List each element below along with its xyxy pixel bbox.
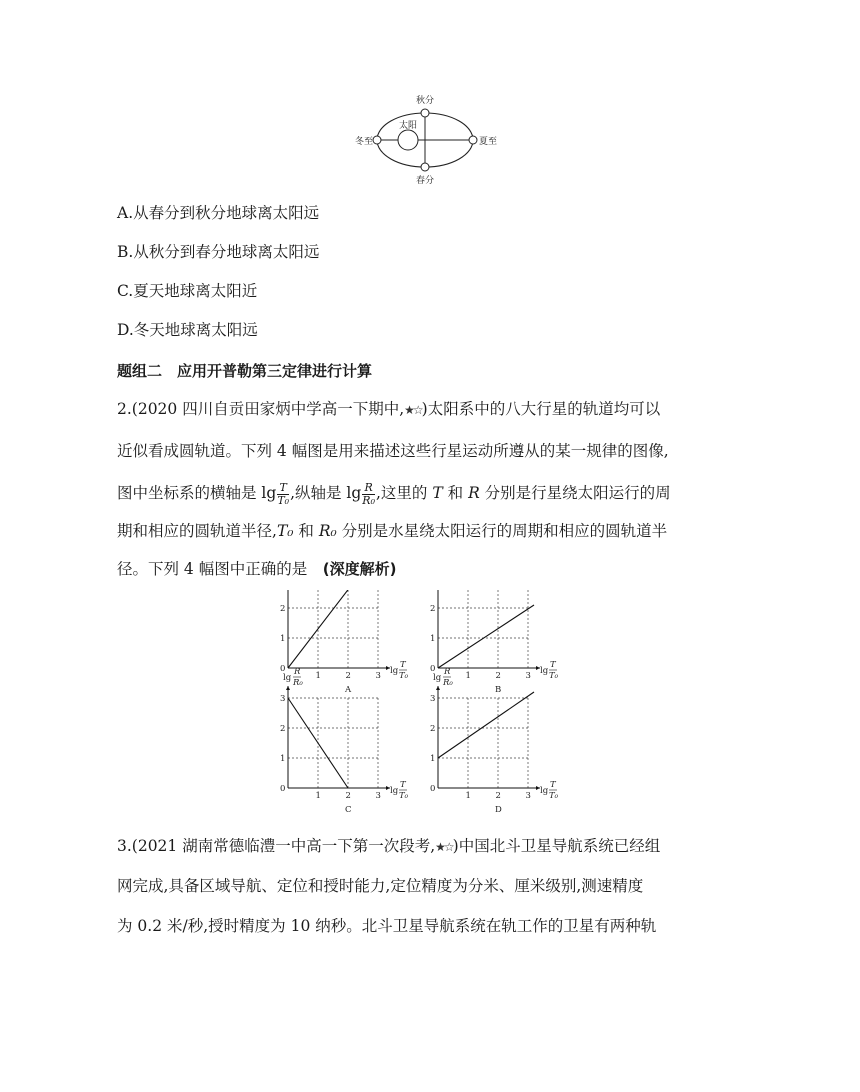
x-tick-label: 1 <box>465 671 471 681</box>
y-tick-label: 1 <box>280 754 286 764</box>
q3-line-1 <box>117 836 660 857</box>
earth-bottom <box>421 163 429 171</box>
origin-label: 0 <box>430 664 436 674</box>
q2-line-2: 近似看成圆轨道。下列 4 幅图是用来描述这些行星运动所遵从的某一规律的图像, <box>117 442 669 460</box>
x-tick-label: 1 <box>315 671 321 681</box>
earth-top <box>421 109 429 117</box>
q2-text-3c: ,这里的 <box>376 484 433 502</box>
q2-text-3e: 分别是行星绕太阳运行的周 <box>479 484 671 502</box>
x-tick-label: 3 <box>525 671 531 681</box>
origin-label: 0 <box>430 784 436 794</box>
var-t: T <box>432 484 443 502</box>
x-axis-label: lg <box>540 666 549 676</box>
q2-line-1 <box>117 399 660 420</box>
chart-name-b: B <box>495 685 502 695</box>
label-sun: 太阳 <box>399 121 418 131</box>
origin-label: 0 <box>280 784 286 794</box>
q3-text-1: )中国北斗卫星导航系统已经组 <box>452 837 661 855</box>
q3-line-3: 为 0.2 米/秒,授时精度为 10 纳秒。北斗卫星导航系统在轨工作的卫星有两种轨 <box>117 917 657 935</box>
q2-source: 2.(2020 四川自贡田家炳中学高一下期中, <box>117 400 405 418</box>
y-tick-label: 2 <box>430 604 436 614</box>
y-frac-den: R₀ <box>443 678 453 688</box>
option-a: A.从春分到秋分地球离太阳远 <box>117 204 320 222</box>
series-line-a <box>288 590 357 668</box>
orbit-diagram <box>355 92 505 187</box>
x-axis-label: lg <box>540 786 549 796</box>
x-frac-num: T <box>550 780 556 790</box>
y-axis-label: lg <box>283 673 292 683</box>
y-tick-label: 1 <box>280 634 286 644</box>
x-frac-den: T₀ <box>399 671 409 681</box>
graphs-panel <box>280 590 590 820</box>
x-tick-label: 3 <box>525 791 531 801</box>
q2-text-4a: 期和相应的圆轨道半径, <box>117 522 277 540</box>
y-frac-num: R <box>444 667 451 677</box>
q2-text-3a: 图中坐标系的横轴是 lg <box>117 484 277 502</box>
x-frac-num: T <box>400 660 406 670</box>
q2-text-3b: ,纵轴是 lg <box>290 484 362 502</box>
chart-name-a: A <box>345 685 352 695</box>
y-axis-arrow <box>436 686 440 690</box>
label-winter: 冬至 <box>355 137 374 147</box>
label-summer: 夏至 <box>479 137 498 147</box>
option-b: B.从秋分到春分地球离太阳远 <box>117 243 320 261</box>
fraction-t-over-t0: $\frac{T}{\text{T₀}}$ <box>277 480 290 507</box>
q2-text-4b: 和 <box>293 522 319 540</box>
q3-source: 3.(2021 湖南常德临澧一中高一下第一次段考, <box>117 837 436 855</box>
option-c: C.夏天地球离太阳近 <box>117 282 258 300</box>
q2-text-4c: 分别是水星绕太阳运行的周期和相应的圆轨道半 <box>336 522 668 540</box>
var-r: R <box>468 484 480 502</box>
q2-line-3 <box>117 478 671 508</box>
x-axis-label: lg <box>390 786 399 796</box>
chart-name-d: D <box>495 805 502 815</box>
y-tick-label: 2 <box>280 724 286 734</box>
q2-text-1: )太阳系中的八大行星的轨道均可以 <box>421 400 661 418</box>
difficulty-stars-q3: ★☆ <box>435 840 453 854</box>
deep-analysis-link[interactable]: (深度解析) <box>322 560 397 578</box>
var-t0: T₀ <box>276 522 294 540</box>
y-tick-label: 3 <box>280 694 286 704</box>
q2-text-5a: 径。下列 4 幅图中正确的是 <box>117 560 323 578</box>
difficulty-stars: ★☆ <box>404 403 422 417</box>
y-axis-arrow <box>286 686 290 690</box>
q2-line-4 <box>117 521 667 541</box>
sun-circle <box>398 130 418 150</box>
x-tick-label: 2 <box>495 671 501 681</box>
x-tick-label: 1 <box>465 791 471 801</box>
x-tick-label: 2 <box>345 791 351 801</box>
origin-label: 0 <box>280 664 286 674</box>
x-frac-den: T₀ <box>399 791 409 801</box>
y-axis-label: lg <box>433 673 442 683</box>
q2-line-5 <box>117 559 396 579</box>
x-frac-den: T₀ <box>549 791 559 801</box>
earth-left <box>373 136 381 144</box>
x-frac-num: T <box>550 660 556 670</box>
x-tick-label: 2 <box>345 671 351 681</box>
x-frac-den: T₀ <box>549 671 559 681</box>
y-tick-label: 1 <box>430 754 436 764</box>
earth-right <box>469 136 477 144</box>
y-tick-label: 1 <box>430 634 436 644</box>
q3-line-2: 网完成,具备区域导航、定位和授时能力,定位精度为分米、厘米级别,测速精度 <box>117 877 644 895</box>
q2-text-3d: 和 <box>442 484 469 502</box>
fraction-r-over-r0: $\frac{R}{\text{R₀}}$ <box>362 480 375 507</box>
x-tick-label: 1 <box>315 791 321 801</box>
x-tick-label: 3 <box>375 791 381 801</box>
x-axis-label: lg <box>390 666 399 676</box>
var-r0: R₀ <box>318 522 337 540</box>
y-frac-num: R <box>294 667 301 677</box>
x-tick-label: 2 <box>495 791 501 801</box>
y-tick-label: 2 <box>430 724 436 734</box>
series-line-b <box>438 605 534 668</box>
x-frac-num: T <box>400 780 406 790</box>
label-autumn: 秋分 <box>416 96 435 106</box>
label-spring: 春分 <box>416 176 435 186</box>
option-d: D.冬天地球离太阳远 <box>117 321 258 339</box>
series-line-d <box>438 692 534 758</box>
y-tick-label: 2 <box>280 604 286 614</box>
x-tick-label: 3 <box>375 671 381 681</box>
section-heading: 题组二 应用开普勒第三定律进行计算 <box>117 362 373 380</box>
y-frac-den: R₀ <box>293 678 303 688</box>
y-tick-label: 3 <box>430 694 436 704</box>
chart-name-c: C <box>345 805 352 815</box>
